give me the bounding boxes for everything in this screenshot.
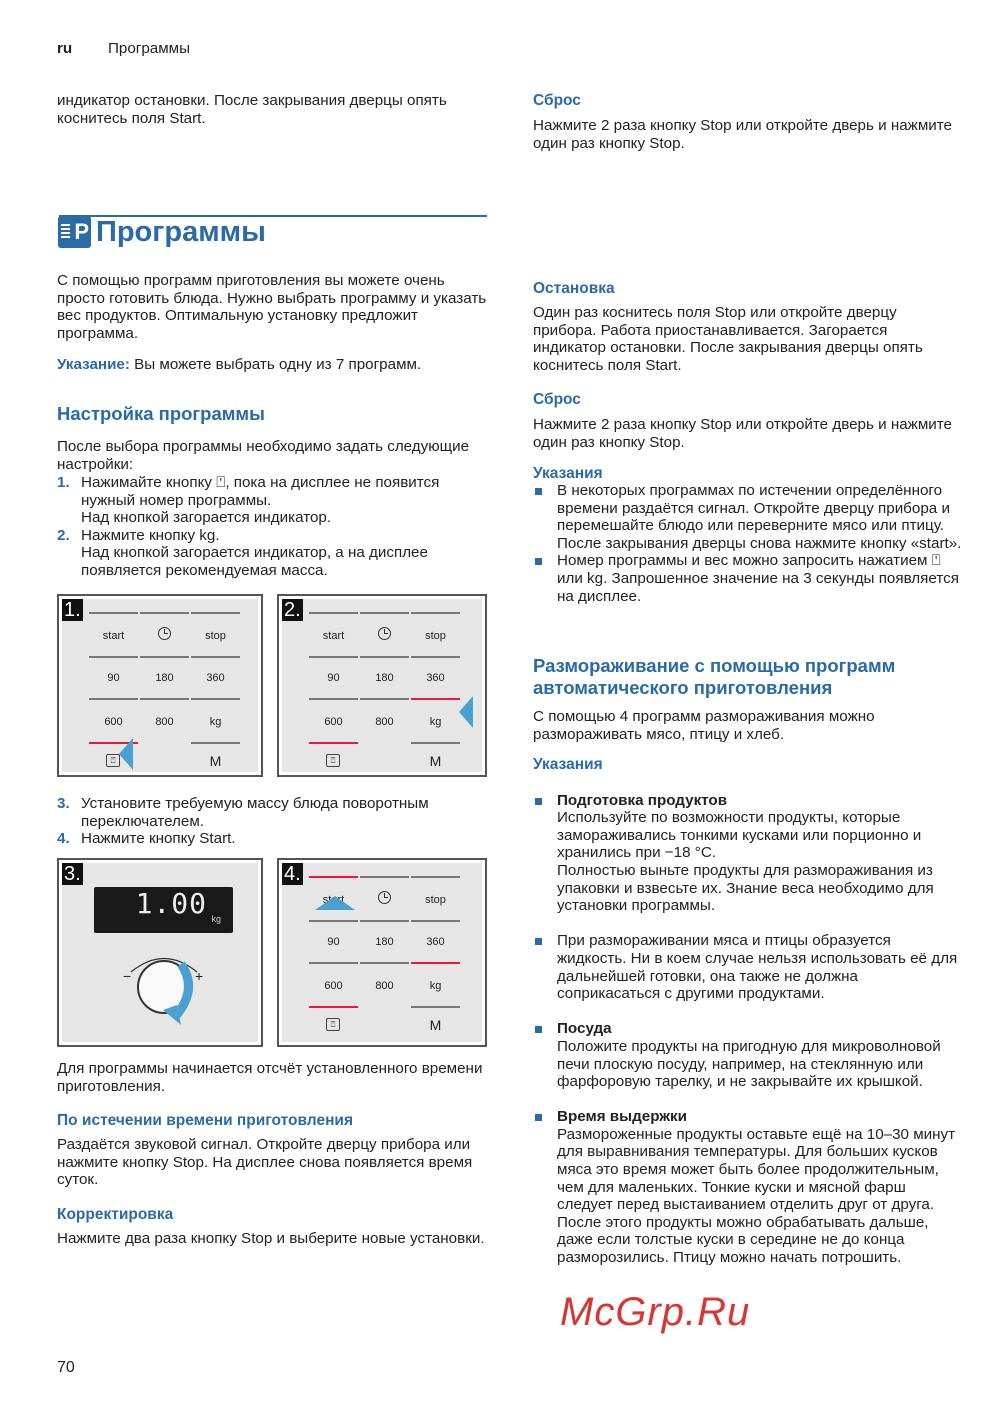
reset2-text: Нажмите 2 раза кнопку Stop или откройте дверь и нажмите один раз кнопку Stop. — [533, 416, 952, 451]
defrost-notes-heading: Указания — [533, 756, 603, 773]
clock-icon — [378, 627, 391, 640]
step-number: 4. — [284, 863, 301, 885]
step-item: 1. Нажимайте кнопку ⍞, пока на дисплее не появится нужный номер программы. Над кнопкой загорается индикатор. — [57, 474, 440, 527]
list-item: Подготовка продуктов Используйте по возможности продукты, которые замораживались тонкими кусками или порционно и хранились при −18 °C. Полностью выньте продукты для размораживания из упаковки и взвесьте их. Знание веса необходимо для установки программы. — [533, 792, 963, 915]
after-text: Для программы начинается отсчёт установленного времени приготовления. — [57, 1060, 483, 1095]
weight-button: 180 — [375, 936, 394, 948]
clock-icon — [378, 891, 391, 904]
display-value: 1.00 — [135, 887, 207, 920]
start-button[interactable]: start — [322, 630, 345, 642]
step-item: 3. Установите требуемую массу блюда поворотным переключателем. — [57, 795, 429, 830]
end-heading: По истечении времени приготовления — [57, 1112, 353, 1129]
indicator-line — [360, 920, 409, 922]
weight-button: 360 — [426, 936, 445, 948]
weight-button: 360 — [426, 672, 445, 684]
panel-step-4 — [277, 858, 487, 1047]
reset2-heading: Сброс — [533, 391, 581, 408]
indicator-line — [309, 962, 358, 964]
step-number: 1. — [64, 599, 81, 621]
list-item: Время выдержки Размороженные продукты оставьте ещё на 10–30 минут для выравнивания температуры. Для больших кусков мяса это время может быть более продолжительным, чем для маленьких. Тонкие куски и мясной фарш следует перед выстаиванием отделить друг от друга. После этого продукты можно обрабатывать дальше, даже если толстые куски в середине не до конца разморозились. Птицу можно начать потрошить. — [533, 1108, 963, 1266]
indicator-line — [411, 656, 460, 658]
pointer-arrow-icon — [315, 896, 355, 910]
display — [94, 887, 233, 933]
list-item: Номер программы и вес можно запросить нажатием ⍞ или kg. Запрошенное значение на 3 секунды появляется на дисплее. — [533, 552, 963, 605]
step-number: 2. — [284, 599, 301, 621]
intro-text: С помощью программ приготовления вы можете очень просто готовить блюда. Нужно выбрать программу и указать вес продуктов. Оптимальную установку предложит программа. — [57, 272, 487, 342]
page-number: 70 — [57, 1359, 75, 1376]
notes-list — [533, 482, 963, 605]
weight-button: kg — [209, 716, 222, 728]
minus-label: − — [123, 968, 132, 984]
reset-text: Нажмите 2 раза кнопку Stop или откройте дверь и нажмите один раз кнопку Stop. — [533, 117, 952, 152]
indicator-line — [360, 698, 409, 700]
memory-button: M — [209, 753, 222, 769]
language-code: ru — [57, 40, 73, 57]
correct-heading: Корректировка — [57, 1206, 174, 1223]
start-button[interactable]: start — [102, 630, 125, 642]
pointer-arrow-icon — [119, 738, 133, 770]
step-number: 3. — [64, 863, 81, 885]
programs-section-icon: P — [58, 216, 91, 248]
stop-button[interactable]: stop — [205, 630, 226, 642]
indicator-line — [89, 612, 138, 614]
stop-button[interactable]: stop — [425, 894, 446, 906]
defrost-notes-list — [533, 774, 963, 1284]
running-header: Программы — [108, 40, 191, 57]
defrost-heading: Размораживание с помощью программ автоматического приготовления — [533, 655, 896, 698]
program-button-icon: ⍞ — [326, 754, 340, 767]
indicator-line — [411, 742, 460, 744]
reset-heading: Сброс — [533, 92, 581, 109]
stop-text: Один раз коснитесь поля Stop или откройте дверцу прибора. Работа приостанавливается. Загорается индикатор остановки. После закрывания дверцы опять коснитесь поля Start. — [533, 304, 923, 374]
panel-step-2 — [277, 594, 487, 777]
list-item: В некоторых программах по истечении определённого времени раздаётся сигнал. Откройте дверцу прибора и перемешайте блюдо или переверните мясо или птицу. После закрывания дверцы снова нажмите кнопку «start». — [533, 482, 963, 552]
indicator-line — [309, 698, 358, 700]
weight-button: 800 — [155, 716, 174, 728]
indicator-line-active — [411, 698, 460, 700]
indicator-line — [360, 876, 409, 878]
end-text: Раздаётся звуковой сигнал. Откройте дверцу прибора или нажмите кнопку Stop. На дисплее снова появляется время суток. — [57, 1136, 473, 1189]
indicator-line — [411, 920, 460, 922]
weight-button: 800 — [375, 716, 394, 728]
setup-heading: Настройка программы — [57, 403, 265, 424]
panel-step-1 — [57, 594, 263, 777]
indicator-line — [360, 656, 409, 658]
correct-text: Нажмите два раза кнопку Stop и выберите новые установки. — [57, 1230, 485, 1247]
clock-icon — [158, 627, 171, 640]
indicator-line — [89, 698, 138, 700]
indicator-line — [191, 742, 240, 744]
indicator-line — [140, 698, 189, 700]
weight-button: 600 — [324, 716, 343, 728]
step-item: 2. Нажмите кнопку kg. Над кнопкой загорается индикатор, а на дисплее появляется рекомендуемая масса. — [57, 526, 428, 579]
notes-heading: Указания — [533, 465, 603, 482]
weight-button: kg — [429, 716, 442, 728]
indicator-line-active — [309, 1006, 358, 1008]
weight-button: 600 — [104, 716, 123, 728]
indicator-line — [360, 962, 409, 964]
panel-step-3 — [57, 858, 263, 1047]
program-button-icon: ⍞ — [106, 754, 120, 767]
indicator-line — [309, 612, 358, 614]
indicator-line-active — [309, 742, 358, 744]
steps-1-2 — [57, 474, 487, 580]
weight-button: 180 — [375, 672, 394, 684]
stop-heading: Остановка — [533, 280, 615, 297]
indicator-line — [411, 1006, 460, 1008]
step-item: 4. Нажмите кнопку Start. — [57, 830, 236, 848]
list-item: Посуда Положите продукты на пригодную для микроволновой печи плоскую посуду, например, на стеклянную или фарфоровую тарелку, и не закрывайте их крышкой. — [533, 1020, 963, 1090]
watermark: McGrp.Ru — [560, 1290, 751, 1334]
indicator-line — [140, 612, 189, 614]
indicator-line — [309, 656, 358, 658]
weight-button: 90 — [327, 672, 340, 684]
weight-button: kg — [429, 980, 442, 992]
steps-3-4 — [57, 795, 487, 848]
indicator-line — [191, 612, 240, 614]
display-unit: kg — [211, 914, 221, 924]
indicator-line-active — [309, 876, 358, 878]
indicator-line — [191, 656, 240, 658]
weight-button: 90 — [107, 672, 120, 684]
indicator-line — [140, 656, 189, 658]
start-button[interactable]: start — [322, 894, 345, 906]
memory-button: M — [429, 753, 442, 769]
defrost-text: С помощью 4 программ размораживания можно размораживать мясо, птицу и хлеб. — [533, 708, 875, 743]
setup-intro: После выбора программы необходимо задать следующие настройки: — [57, 438, 470, 473]
weight-button: 600 — [324, 980, 343, 992]
program-button-icon: ⍞ — [326, 1018, 340, 1031]
weight-button: 90 — [327, 936, 340, 948]
indicator-line — [309, 920, 358, 922]
weight-button: 800 — [375, 980, 394, 992]
indicator-line — [89, 656, 138, 658]
continued-text: индикатор остановки. После закрывания дверцы опять коснитесь поля Start. — [57, 92, 447, 127]
panel-background — [282, 863, 482, 1042]
memory-button: M — [429, 1017, 442, 1033]
indicator-line — [191, 698, 240, 700]
weight-button: 360 — [206, 672, 225, 684]
indicator-line — [411, 612, 460, 614]
indicator-line — [411, 876, 460, 878]
weight-button: 180 — [155, 672, 174, 684]
stop-button[interactable]: stop — [425, 630, 446, 642]
indicator-line — [360, 612, 409, 614]
note: Указание: Вы можете выбрать одну из 7 программ. — [57, 356, 422, 373]
indicator-line-active — [411, 962, 460, 964]
plus-label: + — [195, 968, 204, 984]
page-title: Программы — [96, 216, 266, 248]
rotate-arrow-icon — [119, 950, 209, 1030]
pointer-arrow-icon — [459, 696, 473, 728]
list-item: При размораживании мяса и птицы образуется жидкость. Ни в коем случае нельзя использовать её для дальнейшей готовки, она также не должна соприкасаться с другими продуктами. — [533, 932, 963, 1002]
